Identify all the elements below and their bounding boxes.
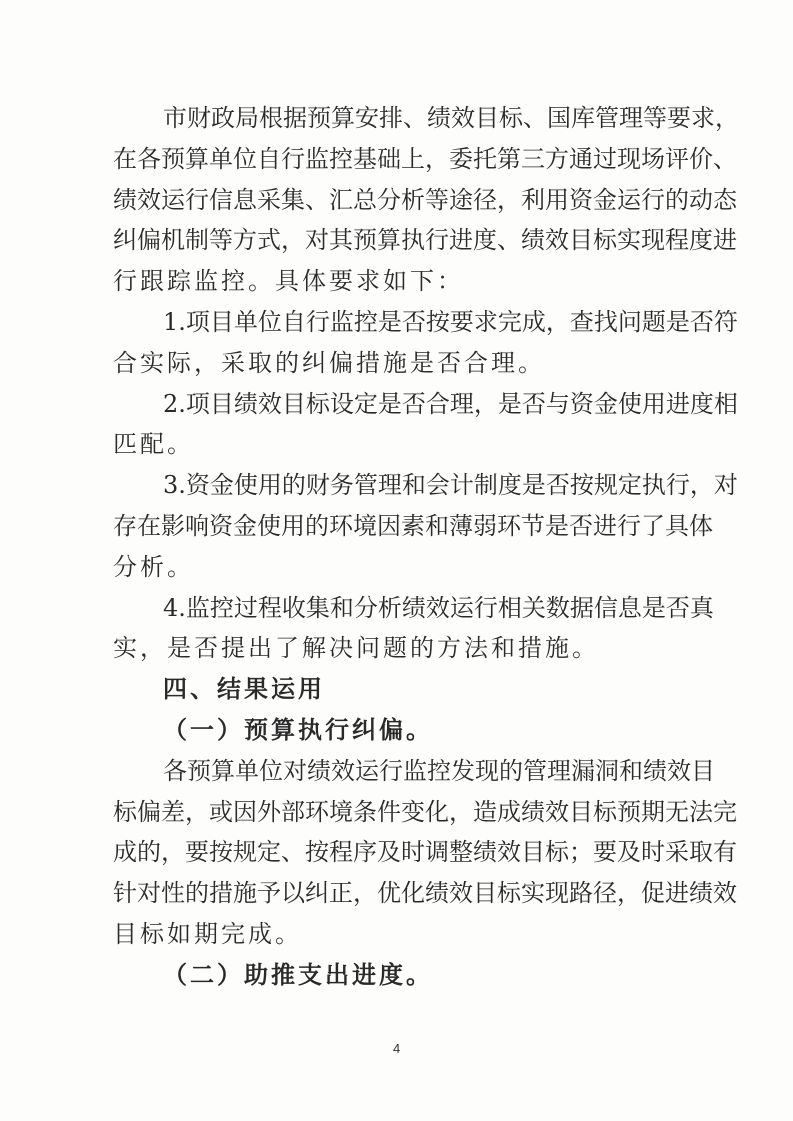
text-line: 行跟踪监控。具体要求如下：: [113, 267, 464, 296]
text-line: 2.项目绩效目标设定是否合理，是否与资金使用进度相: [163, 389, 738, 418]
text-line: 纠偏机制等方式，对其预算执行进度、绩效目标实现程度进: [113, 226, 737, 255]
text-line: 1.项目单位自行监控是否按要求完成，查找问题是否符: [163, 308, 738, 336]
text-line: 合实际，采取的纠偏措施是否合理。: [113, 348, 545, 377]
text-line: 匹配。: [113, 430, 194, 459]
text-line: 实，是否提出了解决问题的方法和措施。: [113, 634, 599, 663]
text-line: 4.监控过程收集和分析绩效运行相关数据信息是否真: [163, 593, 714, 622]
text-line: 存在影响资金使用的环境因素和薄弱环节是否进行了具体: [113, 512, 713, 540]
text-line: 标偏差，或因外部环境条件变化，造成绩效目标预期无法完: [113, 797, 737, 826]
section-heading: （一）预算执行纠偏。: [163, 715, 433, 744]
text-line: 在各预算单位自行监控基础上，委托第三方通过现场评价、: [113, 144, 737, 173]
text-line: 针对性的措施予以纠正，优化绩效目标实现路径，促进绩效: [113, 879, 737, 908]
text-line: 分析。: [113, 552, 194, 581]
text-line: 绩效运行信息采集、汇总分析等途径，利用资金运行的动态: [113, 185, 737, 214]
text-line: 3.资金使用的财务管理和会计制度是否按规定执行，对: [163, 471, 738, 500]
text-line: 市财政局根据预算安排、绩效目标、国库管理等要求，: [163, 104, 739, 132]
page-number: 4: [393, 1041, 401, 1056]
text-line: 目标如期完成。: [113, 920, 302, 948]
text-line: 成的，要按规定、按程序及时调整绩效目标；要及时采取有: [113, 838, 737, 867]
section-heading: （二）助推支出进度。: [163, 959, 433, 989]
section-heading: 四、结果运用: [163, 674, 325, 704]
text-line: 各预算单位对绩效运行监控发现的管理漏洞和绩效目: [163, 756, 715, 785]
